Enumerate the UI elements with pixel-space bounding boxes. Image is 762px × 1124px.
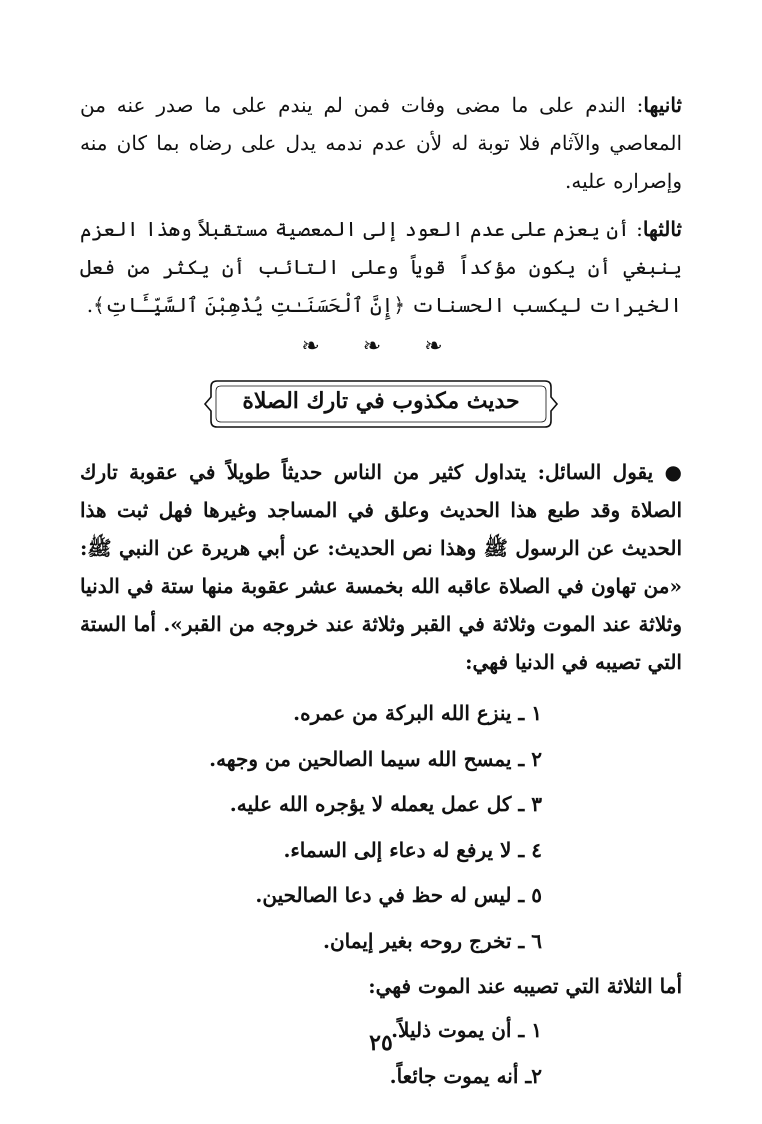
section-title-box <box>203 377 559 431</box>
paragraph-second-condition <box>80 86 682 200</box>
list-item: ٢ ـ يمسح الله سيما الصالحين من وجهه. <box>209 746 542 771</box>
list-item: ١ ـ أن يموت ذليلاً. <box>391 1018 542 1042</box>
list-item: ٦ ـ تخرج روحه بغير إيمان. <box>323 928 542 953</box>
page-number: ٢٥ <box>369 1030 393 1056</box>
question-paragraph: ● يقول السائل: يتداول كثير من الناس حديثاً طويلاً في عقوبة تارك الصلاة وقد طبع هذا الحديث وعلق في المساجد وغيرها فهل ثبت هذا الحديث عن الرسول ﷺ وهذا نص الحديث: عن أبي هريرة عن النبي ﷺ: «من تهاون في الصلاة عاقبه الله بخمسة عشر عقوبة منها ستة في الدنيا وثلاثة عند الموت وثلاثة في القبر وثلاثة عند خروجه من القبر». أما الستة التي تصيبه في الدنيا فهي: <box>80 460 683 674</box>
list-item: ٢ـ أنه يموت جائعاً. <box>389 1063 542 1088</box>
list-item: ١ ـ ينزع الله البركة من عمره. <box>293 701 542 725</box>
list-item: ٥ ـ ليس له حظ في دعا الصالحين. <box>255 883 542 907</box>
paragraph-lead: ثانيها <box>643 93 682 117</box>
list-item: ٤ ـ لا يرفع له دعاء إلى السماء. <box>283 837 542 862</box>
paragraph-text: : أن يعزم على عدم العود إلى المعصية مستقبلاً وهذا العزم ينبغي أن يكون مؤكداً قوياً وعلى التائب أن يكثر من فعل الخيرات ليكسب الحسنات ﴿إِنَّ ٱلْحَسَنَـٰتِ يُذْهِبْنَ ٱلسَّيِّـَٔاتِ﴾. <box>80 217 682 317</box>
section-divider-ornament: ❧ ❧ ❧ <box>301 334 461 359</box>
paragraph-text: : الندم على ما مضى وفات فمن لم يندم على ما صدر عنه من المعاصي والآثام فلا توبة له لأن عدم ندمه يدل على رضاه بما كان منه وإصراره عليه. <box>80 93 682 193</box>
page-body <box>80 86 682 1099</box>
death-punishments-heading: أما الثلاثة التي تصيبه عند الموت فهي: <box>368 974 682 998</box>
paragraph-lead: ثالثها <box>642 217 682 241</box>
dunya-punishments-list <box>80 691 682 964</box>
paragraph-third-condition <box>80 210 682 324</box>
section-title: حديث مكذوب في تارك الصلاة <box>242 388 520 414</box>
list-item: ٣ ـ كل عمل يعمله لا يؤجره الله عليه. <box>229 792 542 816</box>
